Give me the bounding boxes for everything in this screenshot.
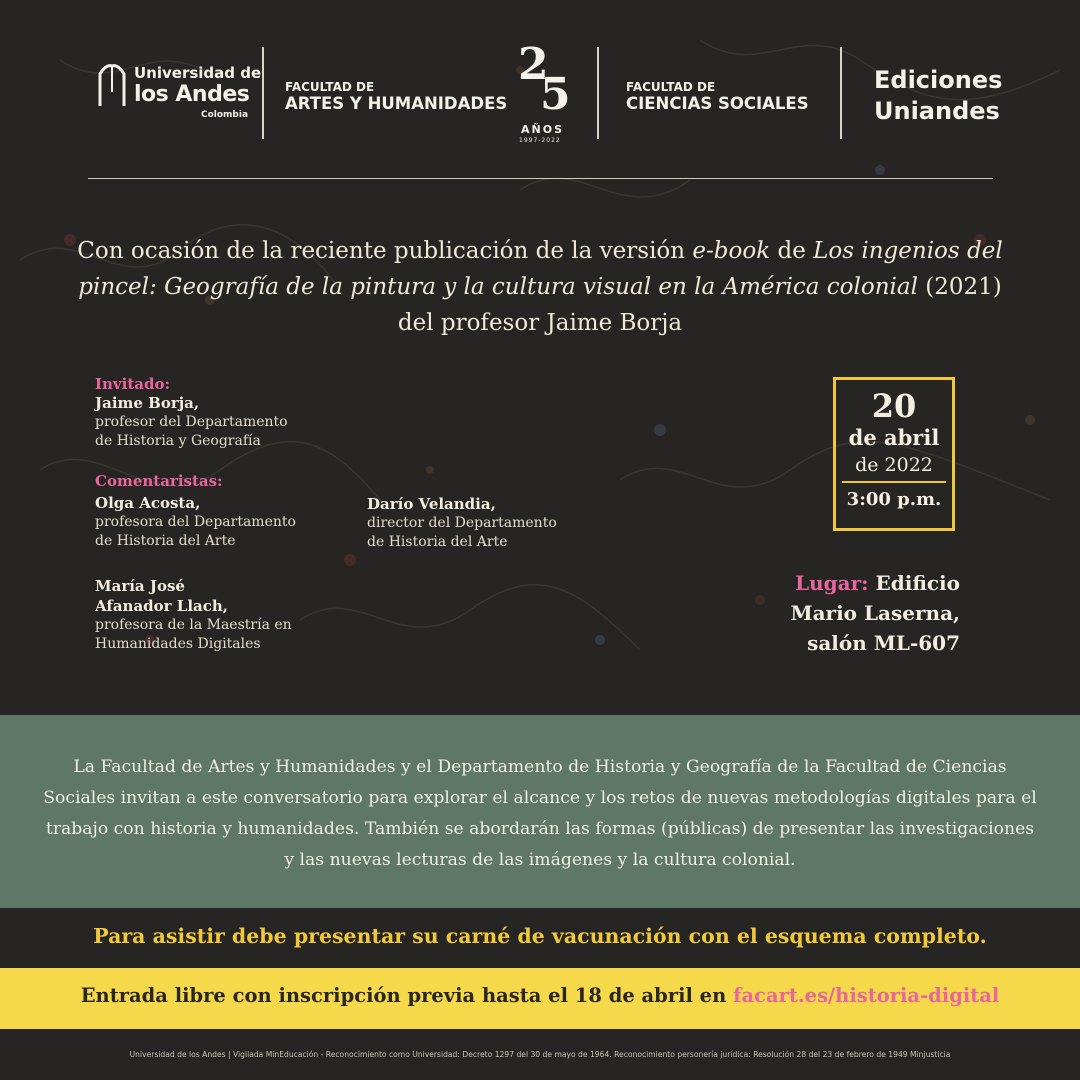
header-divider: [262, 47, 264, 139]
header-rule: [88, 178, 993, 179]
anniversary-digit-2: 2: [518, 39, 549, 90]
guest-desc-line1: profesor del Departamento: [95, 414, 288, 430]
commentator-name: María José: [95, 577, 185, 595]
uniandes-logo: [96, 62, 262, 122]
event-date-box: [833, 377, 955, 531]
uniandes-name-line2: los Andes: [134, 82, 250, 107]
commentator-desc-line2: de Historia del Arte: [367, 534, 508, 550]
anniversary-25-logo: [518, 39, 571, 145]
facultad-artes-name: ARTES Y HUMANIDADES: [285, 94, 508, 113]
facultad-artes-logo: [285, 80, 507, 113]
guest-desc-line2: de Historia y Geografía: [95, 433, 261, 449]
ediciones-uniandes-logo: [874, 65, 1002, 127]
guest-role-label: Invitado:: [95, 375, 171, 393]
ediciones-line1: Ediciones: [874, 66, 1003, 94]
vaccination-notice: Para asistir debe presentar su carné de vacunación con el esquema completo.: [93, 924, 987, 948]
commentator-desc-line2: Humanidades Digitales: [95, 636, 261, 652]
event-time: 3:00 p.m.: [846, 489, 942, 510]
event-place: [740, 568, 960, 658]
uniandes-name-line1: Universidad de: [134, 64, 262, 82]
book-title: Los ingenios del pincel: Geografía de la pintura y la cultura visual en la América colonial: [78, 238, 1003, 300]
facultad-sociales-prefix: FACULTAD DE: [626, 80, 716, 94]
event-day: 20: [871, 387, 917, 425]
event-year: de 2022: [855, 454, 933, 476]
event-month: de abril: [848, 425, 940, 450]
anniversary-digit-5: 5: [540, 69, 571, 120]
date-divider: [842, 481, 946, 483]
intro-text: (2021) del profesor Jaime Borja: [397, 274, 1002, 336]
intro-text: de: [770, 238, 814, 264]
guest-name: Jaime Borja,: [95, 394, 200, 412]
commentators-label: [95, 472, 223, 490]
intro-text: Con ocasión de la reciente publicación de la versión: [77, 238, 693, 264]
registration-label: Entrada libre con inscripción previa hasta el 18 de abril en: [80, 984, 734, 1007]
place-label: Lugar:: [795, 571, 869, 595]
guest-block: [95, 375, 288, 451]
uniandes-country: Colombia: [201, 110, 249, 120]
place-line1: Edificio: [868, 571, 960, 595]
place-line3: salón ML-607: [807, 631, 960, 655]
registration-link[interactable]: facart.es/historia-digital: [733, 984, 1000, 1007]
facultad-sociales-name: CIENCIAS SOCIALES: [626, 94, 809, 113]
event-description: La Facultad de Artes y Humanidades y el Departamento de Historia y Geografía de la Facultad de Ciencias Sociales invitan a este conversatorio para explorar el alcance y los retos de nuevas metodologías digitales para el trabajo con historia y humanidades. También se abordarán las formas (públicas) de presentar las investigaciones y las nuevas lecturas de las imágenes y la cultura colonial.: [43, 757, 1037, 870]
header-divider: [840, 47, 842, 139]
anniversary-years: 1997-2022: [519, 137, 561, 144]
legal-footer: Universidad de los Andes | Vigilada MinEducación - Reconocimiento como Universidad: Decreto 1297 del 30 de mayo de 1964. Reconocimiento personería jurídica: Resolución 28 del 23 de febrero de 1949 Minjusticia: [129, 1050, 951, 1059]
commentator-desc-line1: director del Departamento: [367, 515, 557, 531]
commentator-block: [95, 576, 292, 654]
ediciones-line2: Uniandes: [874, 97, 1000, 125]
facultad-artes-prefix: FACULTAD DE: [285, 80, 375, 94]
commentator-name: Olga Acosta,: [95, 494, 201, 512]
commentator-name: Darío Velandia,: [367, 495, 496, 513]
facultad-sociales-logo: [626, 80, 809, 113]
commentator-desc-line1: profesora de la Maestría en: [95, 617, 292, 633]
commentator-desc-line1: profesora del Departamento: [95, 514, 296, 530]
commentator-block: [367, 494, 557, 552]
uniandes-emblem-icon: [96, 62, 128, 108]
header-divider: [597, 47, 599, 139]
commentator-desc-line2: de Historia del Arte: [95, 533, 236, 549]
commentators-role-label: Comentaristas:: [95, 472, 223, 490]
registration-text: [0, 984, 1080, 1007]
commentator-name-line2: Afanador Llach,: [95, 597, 229, 615]
event-intro: [60, 233, 1020, 341]
commentator-block: [95, 493, 296, 551]
anniversary-label: AÑOS: [521, 123, 564, 136]
intro-ebook: e-book: [692, 238, 771, 264]
place-line2: Mario Laserna,: [790, 601, 960, 625]
